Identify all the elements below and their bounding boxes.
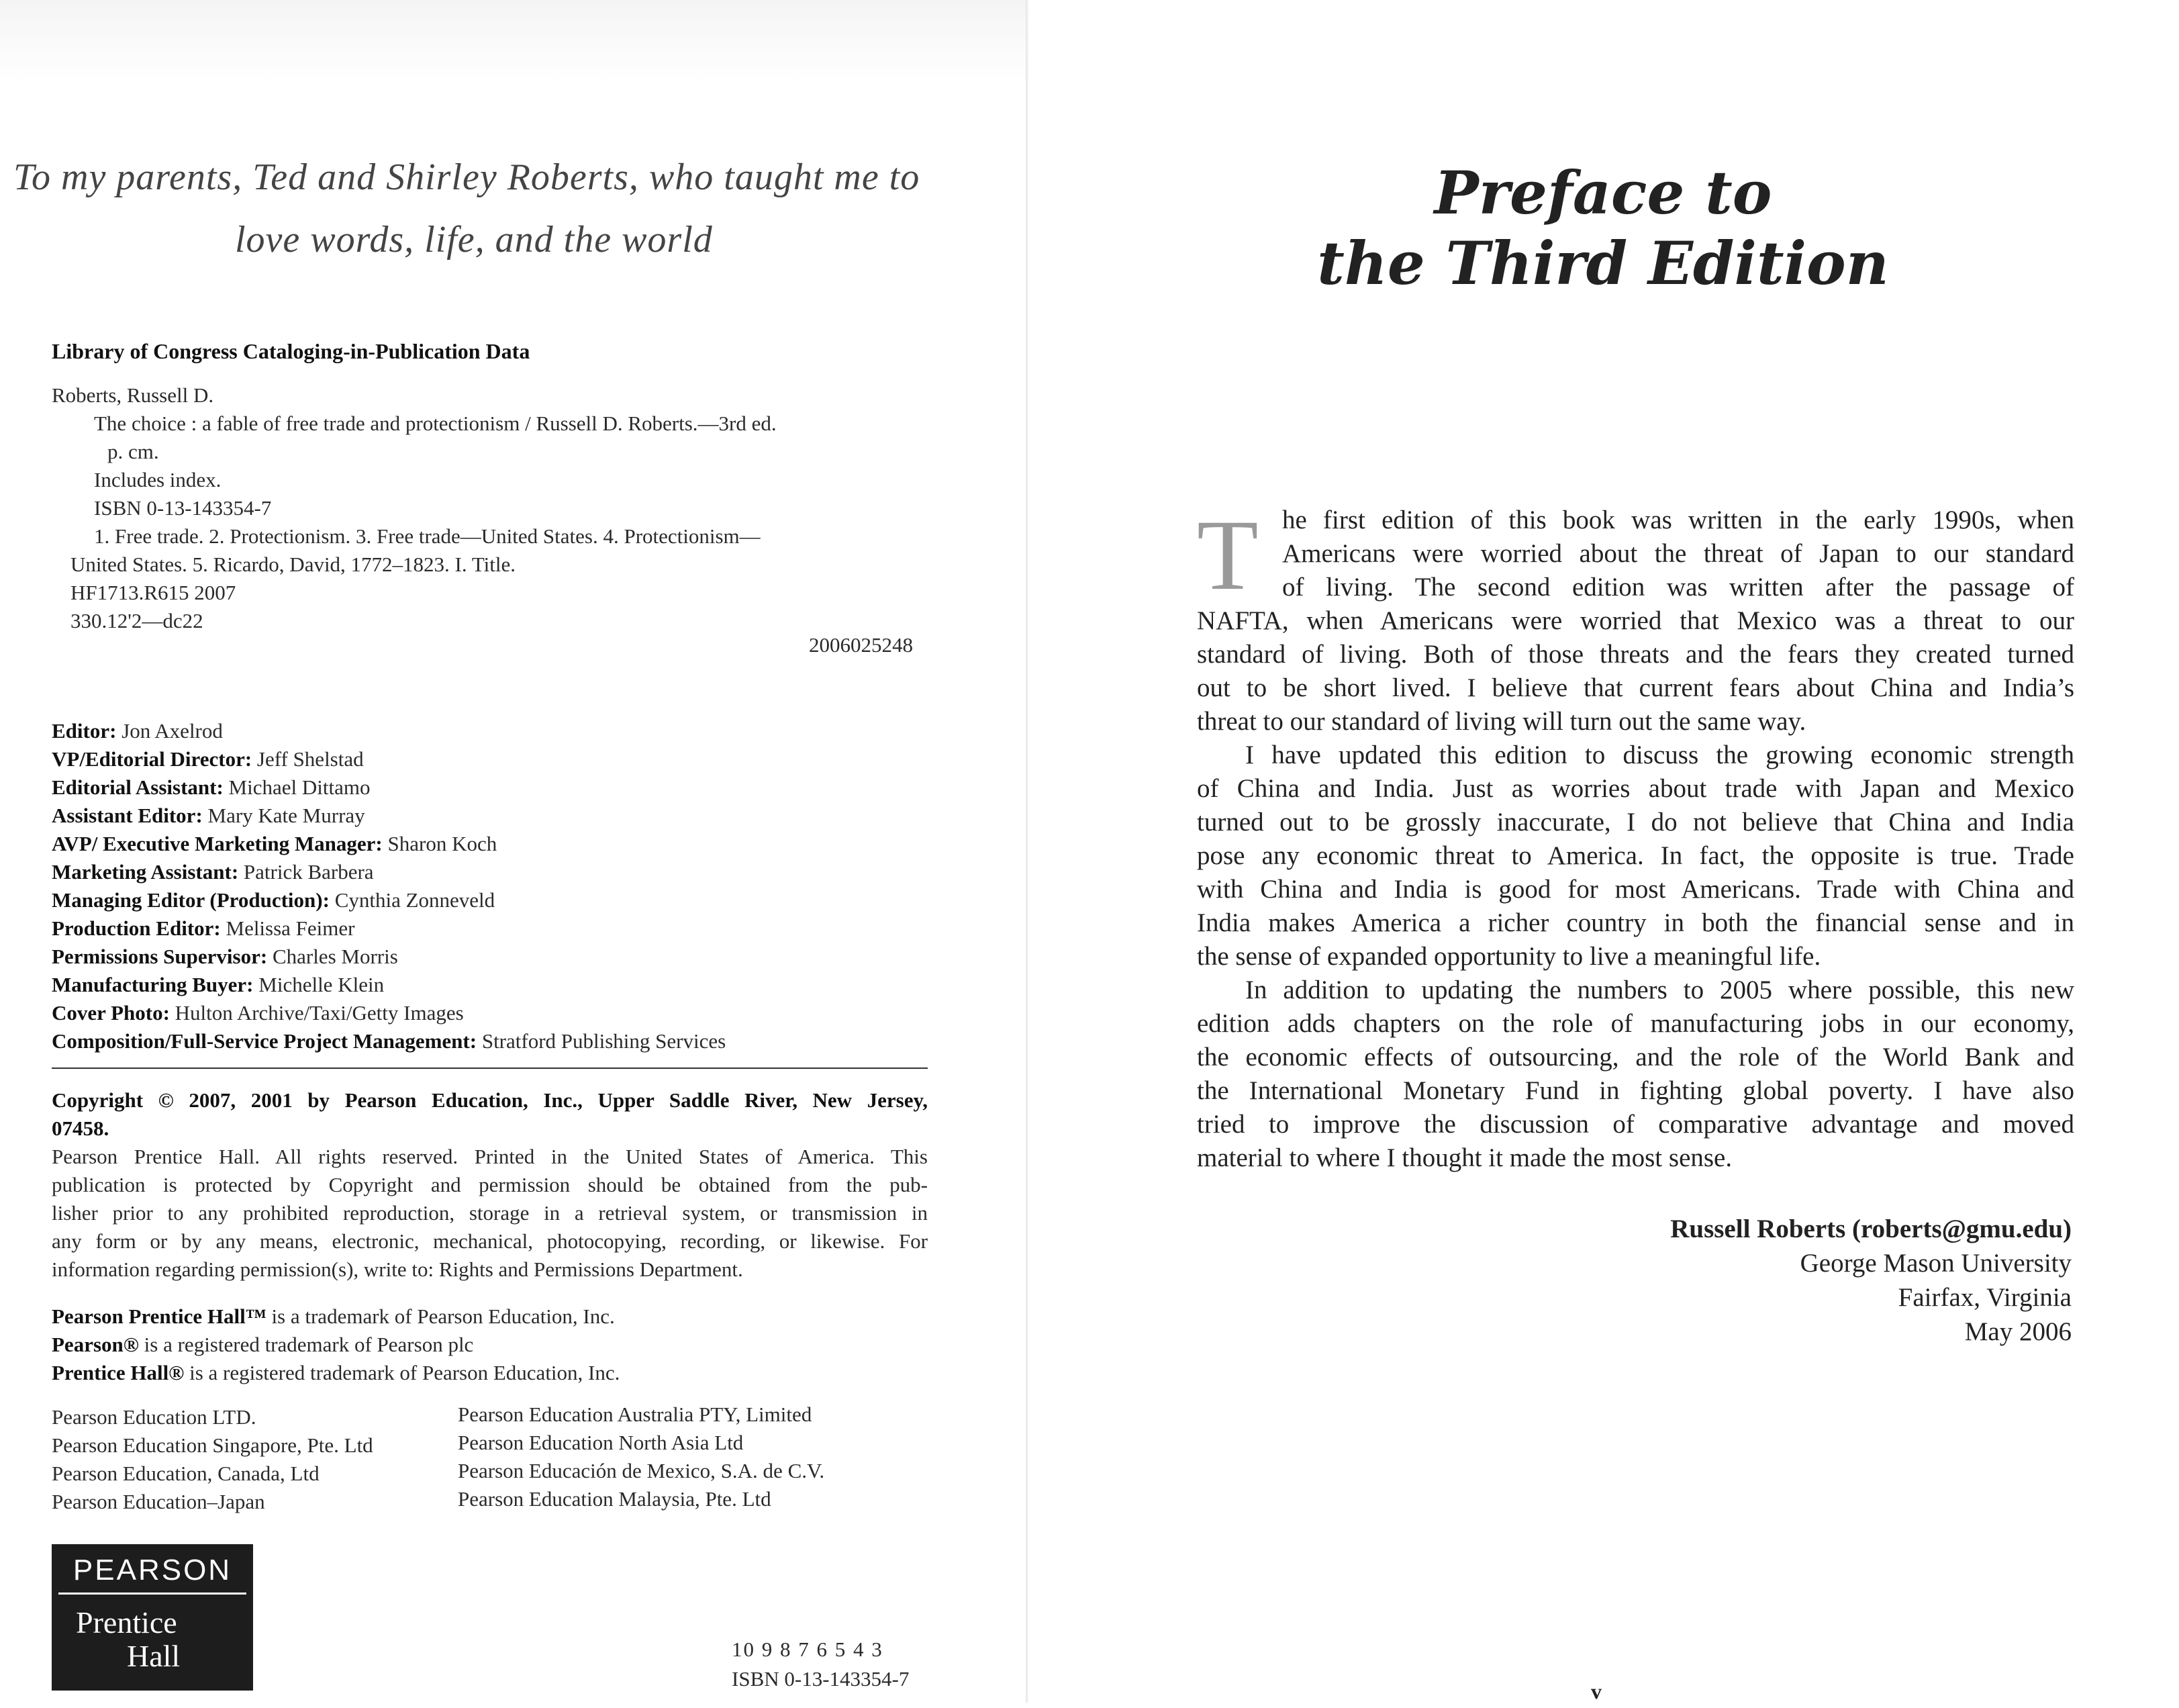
trademark-name: Pearson® — [52, 1333, 139, 1356]
signature-name: Russell Roberts (roberts@gmu.edu) — [1670, 1215, 2072, 1243]
credit-line — [52, 773, 370, 802]
dedication-line: love words, life, and the world — [235, 219, 713, 260]
office-item: Pearson Education LTD. — [52, 1405, 256, 1429]
cip-heading: Library of Congress Cataloging-in-Publication Data — [52, 339, 530, 363]
credit-role: Manufacturing Buyer: — [52, 973, 254, 996]
cip-line: ISBN 0-13-143354-7 — [94, 496, 272, 520]
credit-name: Jeff Shelstad — [256, 747, 364, 771]
office-item: Pearson Education Singapore, Pte. Ltd — [52, 1433, 373, 1457]
credit-name: Charles Morris — [272, 945, 398, 968]
cip-line: Roberts, Russell D. — [52, 383, 214, 407]
page-number: v — [1591, 1679, 1602, 1703]
preface-line: the economic effects of outsourcing, and the role of the World Bank and — [1197, 1043, 2074, 1072]
office-item: Pearson Education North Asia Ltd — [458, 1431, 744, 1454]
preface-title: Preface to — [1434, 158, 1772, 228]
credit-role: Editorial Assistant: — [52, 775, 224, 799]
rights-line: lisher prior to any prohibited reproduction, storage in a retrieval system, or transmission in — [52, 1201, 928, 1225]
credit-role: Composition/Full-Service Project Management: — [52, 1029, 477, 1053]
preface-line: turned out to be grossly inaccurate, I do not believe that China and India — [1197, 808, 2074, 837]
trademark-text: is a registered trademark of Pearson Education, Inc. — [184, 1361, 620, 1384]
signature-line: George Mason University — [1800, 1249, 2072, 1278]
preface-line: pose any economic threat to America. In fact, the opposite is true. Trade — [1197, 841, 2074, 870]
credit-name: Patrick Barbera — [243, 860, 374, 884]
rights-line: Pearson Prentice Hall. All rights reserved. Printed in the United States of America. This — [52, 1145, 928, 1168]
credit-role: Marketing Assistant: — [52, 860, 239, 884]
preface-line: threat to our standard of living will turn out the same way. — [1197, 707, 1806, 736]
cip-line: HF1713.R615 2007 — [70, 581, 236, 604]
preface-line: the sense of expanded opportunity to live a meaningful life. — [1197, 942, 1821, 971]
preface-line: tried to improve the discussion of comparative advantage and moved — [1197, 1110, 2074, 1139]
preface-line: Americans were worried about the threat of Japan to our standard — [1282, 539, 2074, 568]
preface-line: of living. The second edition was written after the passage of — [1282, 573, 2074, 602]
credit-line — [52, 914, 355, 943]
credit-line — [52, 886, 495, 914]
signature-line: Fairfax, Virginia — [1898, 1283, 2072, 1312]
office-item: Pearson Educación de Mexico, S.A. de C.V. — [458, 1459, 825, 1482]
credit-line — [52, 971, 384, 999]
office-item: Pearson Education Australia PTY, Limited — [458, 1403, 812, 1426]
trademark-name: Pearson Prentice Hall™ — [52, 1304, 267, 1328]
trademark-text: is a trademark of Pearson Education, Inc. — [266, 1304, 615, 1328]
preface-line: of China and India. Just as worries about trade with Japan and Mexico — [1197, 774, 2074, 803]
cip-line: 330.12'2—dc22 — [70, 609, 203, 632]
credit-name: Melissa Feimer — [226, 916, 355, 940]
pearson-prentice-hall-logo — [52, 1544, 253, 1691]
credit-line — [52, 745, 364, 773]
isbn: ISBN 0-13-143354-7 — [732, 1667, 910, 1691]
credit-role: Editor: — [52, 719, 117, 743]
signature-line: May 2006 — [1964, 1317, 2072, 1346]
office-item: Pearson Education, Canada, Ltd — [52, 1462, 320, 1485]
credit-role: Production Editor: — [52, 916, 221, 940]
logo-text: Prentice — [76, 1605, 177, 1640]
credit-line — [52, 858, 374, 886]
credit-role: Cover Photo: — [52, 1001, 170, 1025]
logo-text: Hall — [127, 1639, 181, 1673]
credit-role: Permissions Supervisor: — [52, 945, 268, 968]
office-item: Pearson Education Malaysia, Pte. Ltd — [458, 1487, 771, 1511]
preface-line: the International Monetary Fund in fighting global poverty. I have also — [1197, 1076, 2074, 1105]
preface-line: India makes America a richer country in both the financial sense and in — [1197, 908, 2074, 937]
divider-rule — [52, 1068, 928, 1069]
logo-text: PEARSON — [72, 1554, 232, 1586]
preface-line: he first edition of this book was written in the early 1990s, when — [1282, 506, 2074, 534]
preface-line: I have updated this edition to discuss the growing economic strength — [1245, 741, 2074, 769]
credit-name: Jon Axelrod — [122, 719, 223, 743]
credit-name: Michelle Klein — [258, 973, 385, 996]
trademark-line — [52, 1359, 620, 1387]
rights-line: information regarding permission(s), write to: Rights and Permissions Department. — [52, 1258, 743, 1281]
drop-cap: T — [1197, 500, 1259, 611]
preface-title: the Third Edition — [1317, 228, 1889, 298]
trademark-text: is a registered trademark of Pearson plc — [138, 1333, 474, 1356]
preface-line: In addition to updating the numbers to 2005 where possible, this new — [1245, 976, 2074, 1004]
preface-line: NAFTA, when Americans were worried that Mexico was a threat to our — [1197, 606, 2074, 635]
preface-line: standard of living. Both of those threats and the fears they created turned — [1197, 640, 2074, 669]
credit-line — [52, 802, 365, 830]
credit-line — [52, 1027, 726, 1055]
credit-line — [52, 943, 398, 971]
cip-line: p. cm. — [107, 440, 159, 463]
copyright-line: 07458. — [52, 1117, 109, 1140]
preface-line: out to be short lived. I believe that current fears about China and India’s — [1197, 673, 2074, 702]
cip-number: 2006025248 — [809, 633, 913, 657]
credit-role: Managing Editor (Production): — [52, 888, 330, 912]
credit-line — [52, 830, 497, 858]
credit-name: Stratford Publishing Services — [481, 1029, 726, 1053]
rights-line: publication is protected by Copyright and permission should be obtained from the pub- — [52, 1173, 928, 1196]
copyright-line: Copyright © 2007, 2001 by Pearson Education, Inc., Upper Saddle River, New Jersey, — [52, 1088, 928, 1112]
cip-line: Includes index. — [94, 468, 222, 491]
credit-name: Hulton Archive/Taxi/Getty Images — [175, 1001, 464, 1025]
credit-name: Cynthia Zonneveld — [334, 888, 495, 912]
cip-line: The choice : a fable of free trade and protectionism / Russell D. Roberts.—3rd ed. — [94, 412, 777, 435]
office-item: Pearson Education–Japan — [52, 1490, 265, 1513]
cip-line: United States. 5. Ricardo, David, 1772–1823. I. Title. — [70, 553, 516, 576]
credit-role: AVP/ Executive Marketing Manager: — [52, 832, 383, 855]
dedication-line: To my parents, Ted and Shirley Roberts, who taught me to — [13, 156, 920, 198]
book-gutter — [1026, 0, 1028, 1703]
logo-rule — [58, 1593, 246, 1595]
credit-line — [52, 717, 223, 745]
rights-line: any form or by any means, electronic, mechanical, photocopying, recording, or likewise. For — [52, 1229, 928, 1253]
preface-line: edition adds chapters on the role of manufacturing jobs in our economy, — [1197, 1009, 2074, 1038]
preface-line: with China and India is good for most Americans. Trade with China and — [1197, 875, 2074, 904]
credit-name: Mary Kate Murray — [207, 804, 365, 827]
trademark-line — [52, 1331, 473, 1359]
preface-line: material to where I thought it made the most sense. — [1197, 1143, 1733, 1172]
trademark-line — [52, 1302, 615, 1331]
credit-name: Sharon Koch — [387, 832, 497, 855]
trademark-name: Prentice Hall® — [52, 1361, 185, 1384]
printing-line: 10 9 8 7 6 5 4 3 — [732, 1638, 883, 1661]
credit-name: Michael Dittamo — [228, 775, 371, 799]
credit-role: VP/Editorial Director: — [52, 747, 252, 771]
credit-role: Assistant Editor: — [52, 804, 203, 827]
cip-line: 1. Free trade. 2. Protectionism. 3. Free trade—United States. 4. Protectionism— — [94, 524, 761, 548]
credit-line — [52, 999, 464, 1027]
